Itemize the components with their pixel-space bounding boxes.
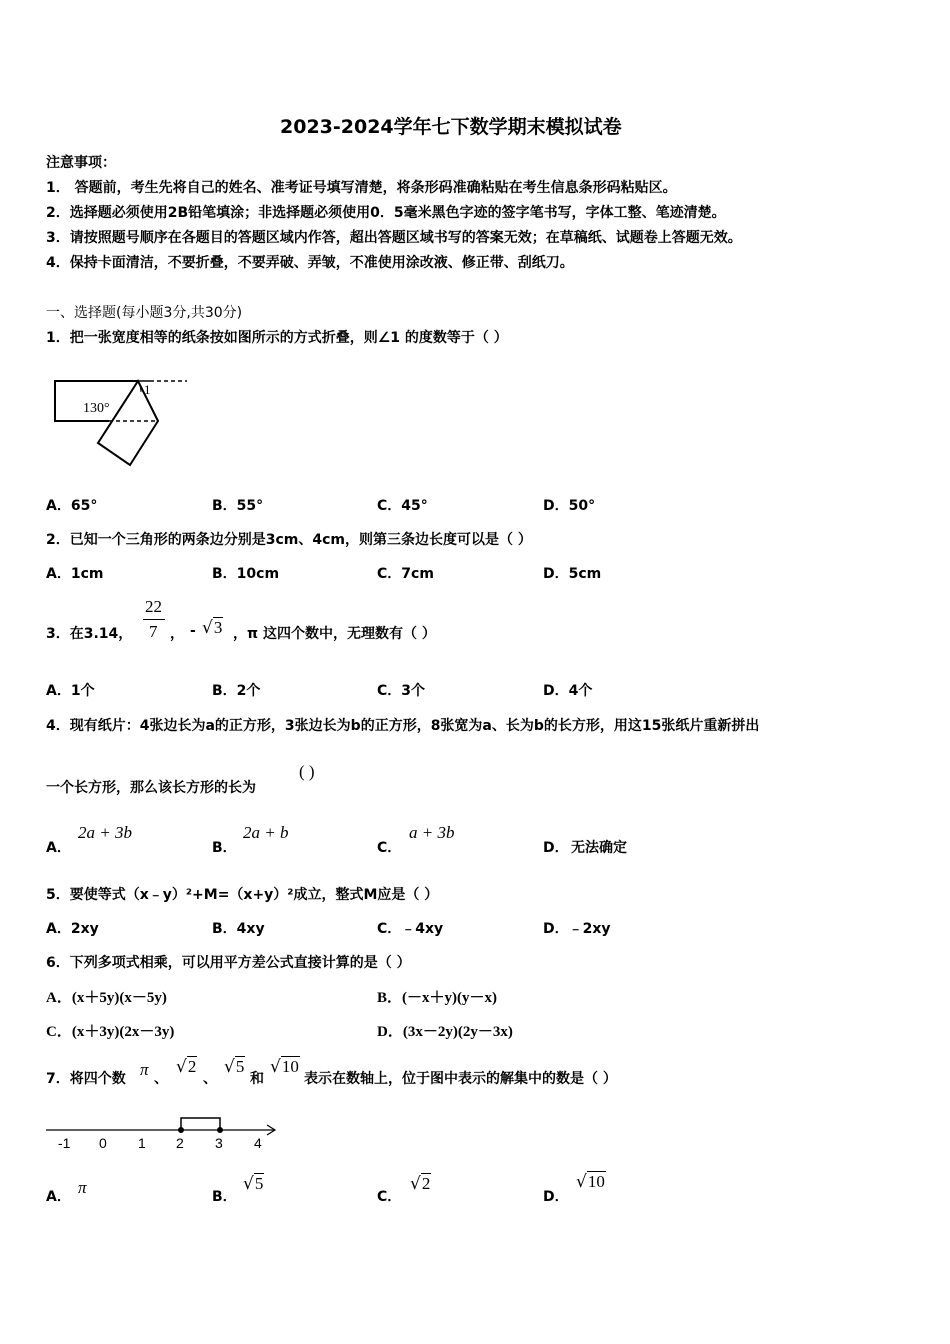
- question-4-line2: 一个长方形，那么该长方形的长为: [46, 780, 256, 796]
- q5-option-b[interactable]: B．4xy: [212, 921, 265, 937]
- q7-pi: π: [140, 1060, 149, 1079]
- fraction-denominator: 7: [149, 622, 158, 641]
- notice-item-2: 2．选择题必须使用2B铅笔填涂；非选择题必须使用0．5毫米黑色字迹的签字笔书写，字体工整、笔迹清楚。: [46, 205, 726, 221]
- q2-option-b[interactable]: B．10cm: [212, 566, 280, 582]
- angle-1-label: 1: [144, 382, 151, 397]
- fold-figure: [50, 372, 200, 472]
- fraction-numerator: 22: [145, 597, 162, 616]
- question-3-minus: -: [190, 623, 196, 639]
- q7-sep1: 、: [154, 1071, 168, 1087]
- question-6-stem: 6．下列多项式相乘，可以用平方差公式直接计算的是（ ）: [46, 955, 411, 971]
- question-7-prefix: 7．将四个数: [46, 1071, 126, 1087]
- q3-option-d[interactable]: D．4个: [543, 683, 593, 699]
- q7-and: 和: [250, 1071, 264, 1087]
- q4-option-b-letter[interactable]: B．: [212, 840, 237, 856]
- q7-option-a-value[interactable]: π: [78, 1178, 87, 1197]
- q6-option-d[interactable]: D．(3x－2y)(2y－3x): [377, 1024, 513, 1040]
- sqrt-3: √3: [202, 618, 223, 638]
- q4-option-c-letter[interactable]: C．: [377, 840, 402, 856]
- q1-option-c[interactable]: C．45°: [377, 498, 428, 514]
- q4-option-a-value[interactable]: 2a + 3b: [78, 823, 132, 842]
- question-4-line1: 4．现有纸片：4张边长为a的正方形，3张边长为b的正方形，8张宽为a、长为b的长方形，用这15张纸片重新拼出: [46, 718, 760, 734]
- q2-option-d[interactable]: D．5cm: [543, 566, 602, 582]
- q3-option-b[interactable]: B．2个: [212, 683, 261, 699]
- tick-label-4: 4: [254, 1135, 262, 1151]
- q4-option-c-value[interactable]: a + 3b: [409, 823, 455, 842]
- q7-sqrt-2: √2: [176, 1057, 197, 1077]
- q4-option-d-letter[interactable]: D．: [543, 840, 569, 856]
- q7-sqrt-5-arg: 5: [235, 1057, 245, 1076]
- q7-option-b-sqrt[interactable]: √5: [243, 1174, 264, 1194]
- q6-option-a[interactable]: A．(x＋5y)(x－5y): [46, 990, 167, 1006]
- q1-option-d[interactable]: D．50°: [543, 498, 596, 514]
- angle-130-label: 130°: [83, 401, 110, 416]
- q7-option-c-sqrt[interactable]: √2: [410, 1174, 431, 1194]
- q3-option-a[interactable]: A．1个: [46, 683, 95, 699]
- q2-option-a[interactable]: A．1cm: [46, 566, 104, 582]
- q4-option-a-letter[interactable]: A．: [46, 840, 71, 856]
- q3-option-c[interactable]: C．3个: [377, 683, 426, 699]
- q7-option-b-value: 5: [254, 1174, 264, 1193]
- q7-option-c-letter[interactable]: C．: [377, 1189, 402, 1205]
- question-4-paren: ( ): [299, 762, 315, 781]
- notice-heading: 注意事项：: [46, 155, 116, 171]
- question-7-suffix: 表示在数轴上，位于图中表示的解集中的数是（ ）: [304, 1071, 617, 1087]
- tick-label-3: 3: [215, 1135, 223, 1151]
- tick-label-neg1: -1: [58, 1135, 71, 1151]
- q4-option-d-value[interactable]: 无法确定: [571, 840, 627, 856]
- question-3-suffix: ，π 这四个数中，无理数有（ ）: [233, 626, 436, 642]
- section-heading: 一、选择题(每小题3分,共30分): [46, 305, 243, 321]
- question-5-stem: 5．要使等式（x﹣y）²+M=（x+y）²成立，整式M应是（ ）: [46, 887, 439, 903]
- sqrt-3-arg: 3: [213, 618, 223, 637]
- q7-option-d-letter[interactable]: D．: [543, 1189, 569, 1205]
- q4-option-b-value[interactable]: 2a + b: [243, 823, 289, 842]
- q7-option-a-letter[interactable]: A．: [46, 1189, 71, 1205]
- q7-option-c-value: 2: [421, 1174, 431, 1193]
- q7-sqrt-2-arg: 2: [187, 1057, 197, 1076]
- q7-option-b-letter[interactable]: B．: [212, 1189, 237, 1205]
- fraction-bar: [143, 619, 165, 620]
- q1-option-b[interactable]: B．55°: [212, 498, 264, 514]
- tick-label-0: 0: [99, 1135, 107, 1151]
- q6-option-c[interactable]: C．(x＋3y)(2x－3y): [46, 1024, 175, 1040]
- q7-option-d-sqrt[interactable]: √10: [576, 1172, 605, 1192]
- tick-label-1: 1: [138, 1135, 146, 1151]
- q7-sqrt-5: √5: [224, 1057, 245, 1077]
- question-2-stem: 2．已知一个三角形的两条边分别是3cm、4cm，则第三条边长度可以是（ ）: [46, 532, 532, 548]
- notice-item-4: 4．保持卡面清洁，不要折叠，不要弄破、弄皱，不准使用涂改液、修正带、刮纸刀。: [46, 255, 574, 271]
- q7-sqrt-10: √10: [270, 1057, 299, 1077]
- question-1-stem: 1．把一张宽度相等的纸条按如图所示的方式折叠，则∠1 的度数等于（ ）: [46, 330, 508, 346]
- notice-item-1: 1． 答题前，考生先将自己的姓名、准考证号填写清楚，将条形码准确粘贴在考生信息条形码粘贴区。: [46, 180, 677, 196]
- q5-option-d[interactable]: D．﹣2xy: [543, 921, 611, 937]
- q7-sqrt-10-arg: 10: [281, 1057, 299, 1076]
- notice-item-3: 3．请按照题号顺序在各题目的答题区域内作答，超出答题区域书写的答案无效；在草稿纸、试题卷上答题无效。: [46, 230, 742, 246]
- q6-option-b[interactable]: B．(－x＋y)(y－x): [377, 990, 497, 1006]
- q7-sep2: 、: [203, 1071, 217, 1087]
- q1-option-a[interactable]: A．65°: [46, 498, 98, 514]
- q2-option-c[interactable]: C．7cm: [377, 566, 434, 582]
- q7-option-d-value: 10: [587, 1172, 605, 1191]
- tick-label-2: 2: [176, 1135, 184, 1151]
- question-3-comma: ，: [170, 626, 184, 642]
- page-title: 2023-2024学年七下数学期末模拟试卷: [280, 116, 622, 138]
- number-line: [44, 1108, 284, 1156]
- q5-option-a[interactable]: A．2xy: [46, 921, 99, 937]
- q5-option-c[interactable]: C．﹣4xy: [377, 921, 444, 937]
- question-3-prefix: 3．在3.14，: [46, 626, 133, 642]
